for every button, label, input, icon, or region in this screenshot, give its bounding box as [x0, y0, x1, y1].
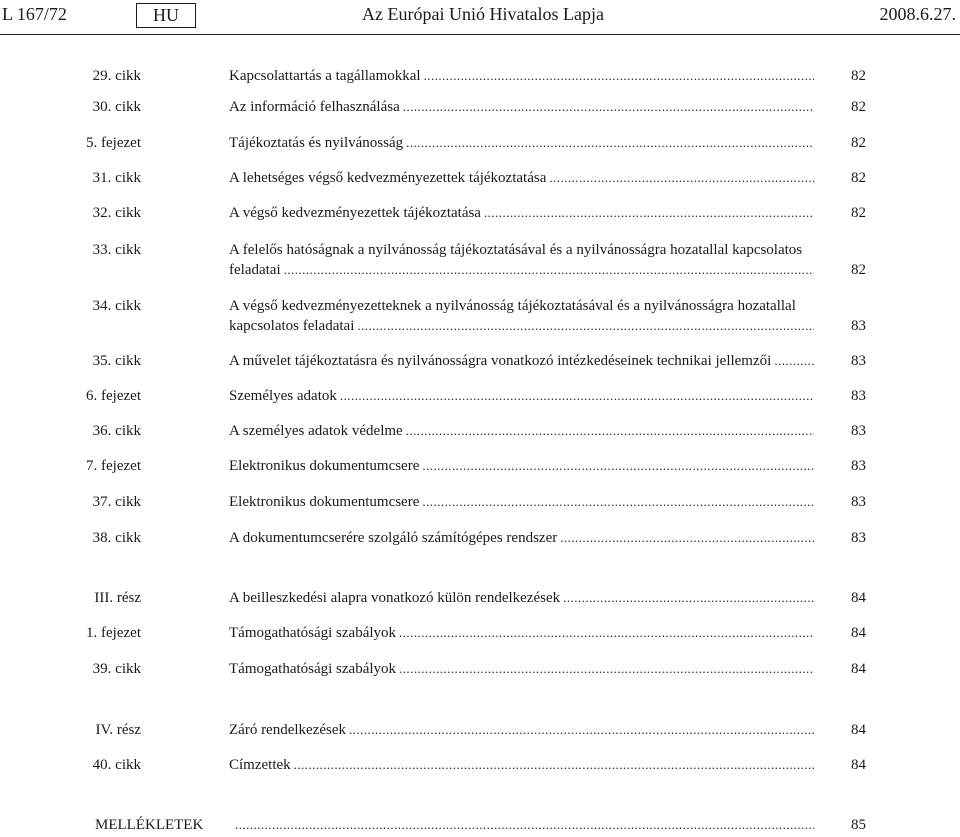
- toc-entry-label: 29. cikk: [92, 68, 141, 84]
- toc-title-text: Záró rendelkezések: [229, 722, 347, 738]
- toc-title-line: [229, 456, 814, 476]
- toc-entry-title: [229, 588, 814, 608]
- dot-leader: [422, 492, 814, 512]
- toc-title-text: Címzettek: [229, 757, 291, 773]
- dot-leader: [406, 133, 814, 153]
- toc-entry-title: [229, 133, 814, 153]
- toc-entry-label: 33. cikk: [92, 242, 141, 258]
- toc-entry-page-number: 82: [851, 205, 866, 221]
- toc-title-text: Kapcsolattartás a tagállamokkal: [229, 68, 421, 84]
- toc-title-text: Támogathatósági szabályok: [229, 625, 397, 641]
- toc-entry-title: [229, 659, 814, 679]
- toc-entry-title: [229, 755, 814, 775]
- toc-title-text: A művelet tájékoztatásra és nyilvánosságra vonatkozó intézkedéseinek technikai jellemzői: [229, 353, 772, 369]
- toc-entry-page-number: 83: [851, 423, 866, 439]
- toc-entry-title: [229, 528, 814, 548]
- toc-entry-label: 7. fejezet: [86, 458, 141, 474]
- dot-leader: [563, 588, 814, 608]
- dot-leader: [774, 351, 814, 371]
- toc-title-line: [229, 133, 814, 153]
- toc-title-text: Az információ felhasználása: [229, 99, 400, 115]
- toc-entry-page-number: 83: [851, 530, 866, 546]
- toc-title-line: [229, 296, 814, 316]
- dot-leader: [340, 386, 814, 406]
- toc-title-text: Tájékoztatás és nyilvánosság: [229, 135, 404, 151]
- toc-entry-page-number: 84: [851, 661, 866, 677]
- dot-leader: [294, 755, 814, 775]
- journal-title: Az Európai Unió Hivatalos Lapja: [362, 4, 604, 24]
- toc-entry-label: 1. fejezet: [86, 625, 141, 641]
- toc-title-text: kapcsolatos feladatai: [229, 318, 355, 334]
- toc-entry-page-number: 83: [851, 318, 866, 334]
- dot-leader: [422, 456, 814, 476]
- toc-entry-page-number: 82: [851, 68, 866, 84]
- dot-leader: [424, 66, 814, 86]
- toc-entry-label: 32. cikk: [92, 205, 141, 221]
- toc-title-line: [229, 720, 814, 740]
- toc-title-line: [229, 260, 814, 280]
- toc-title-line: [229, 588, 814, 608]
- toc-entry-title: [229, 623, 814, 643]
- toc-entry-label: IV. rész: [95, 722, 141, 738]
- toc-entry-page-number: 83: [851, 458, 866, 474]
- dot-leader: [284, 260, 814, 280]
- toc-entry-page-number: 82: [851, 99, 866, 115]
- dot-leader: [560, 528, 814, 548]
- toc-entry-title: [229, 66, 814, 86]
- dot-leader: [235, 815, 814, 835]
- toc-entry-title: [229, 97, 814, 117]
- dot-leader: [403, 97, 814, 117]
- toc-title-line: [229, 492, 814, 512]
- toc-title-line: [229, 203, 814, 223]
- publication-date: 2008.6.27.: [879, 4, 956, 24]
- toc-entry-title: [229, 492, 814, 512]
- toc-entry-title: [229, 421, 814, 441]
- toc-entry-label: 35. cikk: [92, 353, 141, 369]
- toc-entry-label: 34. cikk: [92, 298, 141, 314]
- toc-title-line: [229, 421, 814, 441]
- toc-title-line: [229, 528, 814, 548]
- toc-entry-page-number: 82: [851, 170, 866, 186]
- toc-title-text: A lehetséges végső kedvezményezettek tájékoztatása: [229, 170, 547, 186]
- toc-title-text: A személyes adatok védelme: [229, 423, 403, 439]
- toc-entry-title: [229, 296, 814, 336]
- toc-entry-page-number: 83: [851, 494, 866, 510]
- toc-title-line: [229, 755, 814, 775]
- toc-entry-page-number: 83: [851, 353, 866, 369]
- toc-entry-page-number: 84: [851, 722, 866, 738]
- toc-entry-label: 40. cikk: [92, 757, 141, 773]
- toc-entry-title: [229, 351, 814, 371]
- dot-leader: [549, 168, 814, 188]
- header-divider: [0, 34, 960, 35]
- toc-title-line: [229, 97, 814, 117]
- toc-entry-title: [229, 240, 814, 280]
- toc-entry-title: [229, 386, 814, 406]
- toc-entry-page-number: 82: [851, 262, 866, 278]
- toc-title-text: A dokumentumcserére szolgáló számítógépes rendszer: [229, 530, 558, 546]
- toc-entry-label: MELLÉKLETEK: [95, 817, 204, 833]
- toc-entry-title: [229, 720, 814, 740]
- toc-title-text: A beilleszkedési alapra vonatkozó külön rendelkezések: [229, 590, 561, 606]
- toc-entry-page-number: 84: [851, 757, 866, 773]
- dot-leader: [357, 316, 814, 336]
- toc-title-text: feladatai: [229, 262, 281, 278]
- toc-entry-label: 30. cikk: [92, 99, 141, 115]
- page-reference: L 167/72: [2, 4, 67, 24]
- toc-title-text: Személyes adatok: [229, 388, 337, 404]
- toc-title-line: [229, 66, 814, 86]
- dot-leader: [484, 203, 814, 223]
- toc-title-text: A felelős hatóságnak a nyilvánosság tájékoztatásával és a nyilvánosságra hozatallal kapcsolatos: [229, 242, 803, 258]
- toc-entry-title: [232, 815, 814, 835]
- toc-entry-title: [229, 456, 814, 476]
- toc-entry-title: [229, 168, 814, 188]
- toc-entry-label: 6. fejezet: [86, 388, 141, 404]
- toc-entry-page-number: 83: [851, 388, 866, 404]
- toc-title-line: [232, 815, 814, 835]
- toc-title-line: [229, 659, 814, 679]
- toc-title-text: Elektronikus dokumentumcsere: [229, 494, 420, 510]
- page-header: [0, 0, 960, 34]
- toc-title-text: A végső kedvezményezettek tájékoztatása: [229, 205, 481, 221]
- toc-entry-page-number: 84: [851, 590, 866, 606]
- dot-leader: [399, 659, 814, 679]
- dot-leader: [399, 623, 814, 643]
- toc-entry-label: 31. cikk: [92, 170, 141, 186]
- toc-title-text: Támogathatósági szabályok: [229, 661, 397, 677]
- toc-title-text: Elektronikus dokumentumcsere: [229, 458, 420, 474]
- toc-title-line: [229, 168, 814, 188]
- toc-entry-page-number: 85: [851, 817, 866, 833]
- language-badge: HU: [136, 3, 196, 28]
- toc-entry-label: 5. fejezet: [86, 135, 141, 151]
- toc-entry-label: 37. cikk: [92, 494, 141, 510]
- toc-entry-label: III. rész: [94, 590, 141, 606]
- toc-entry-page-number: 84: [851, 625, 866, 641]
- toc-entry-label: 36. cikk: [92, 423, 141, 439]
- dot-leader: [406, 421, 814, 441]
- toc-entry-label: 38. cikk: [92, 530, 141, 546]
- toc-title-line: [229, 351, 814, 371]
- toc-entry-label: 39. cikk: [92, 661, 141, 677]
- toc-title-line: [229, 386, 814, 406]
- toc-title-line: [229, 316, 814, 336]
- toc-entry-title: [229, 203, 814, 223]
- toc-entry-page-number: 82: [851, 135, 866, 151]
- toc-title-line: [229, 623, 814, 643]
- toc-title-line: [229, 240, 814, 260]
- toc-title-text: A végső kedvezményezetteknek a nyilvánosság tájékoztatásával és a nyilvánosságra hozatallal: [229, 298, 796, 314]
- dot-leader: [349, 720, 814, 740]
